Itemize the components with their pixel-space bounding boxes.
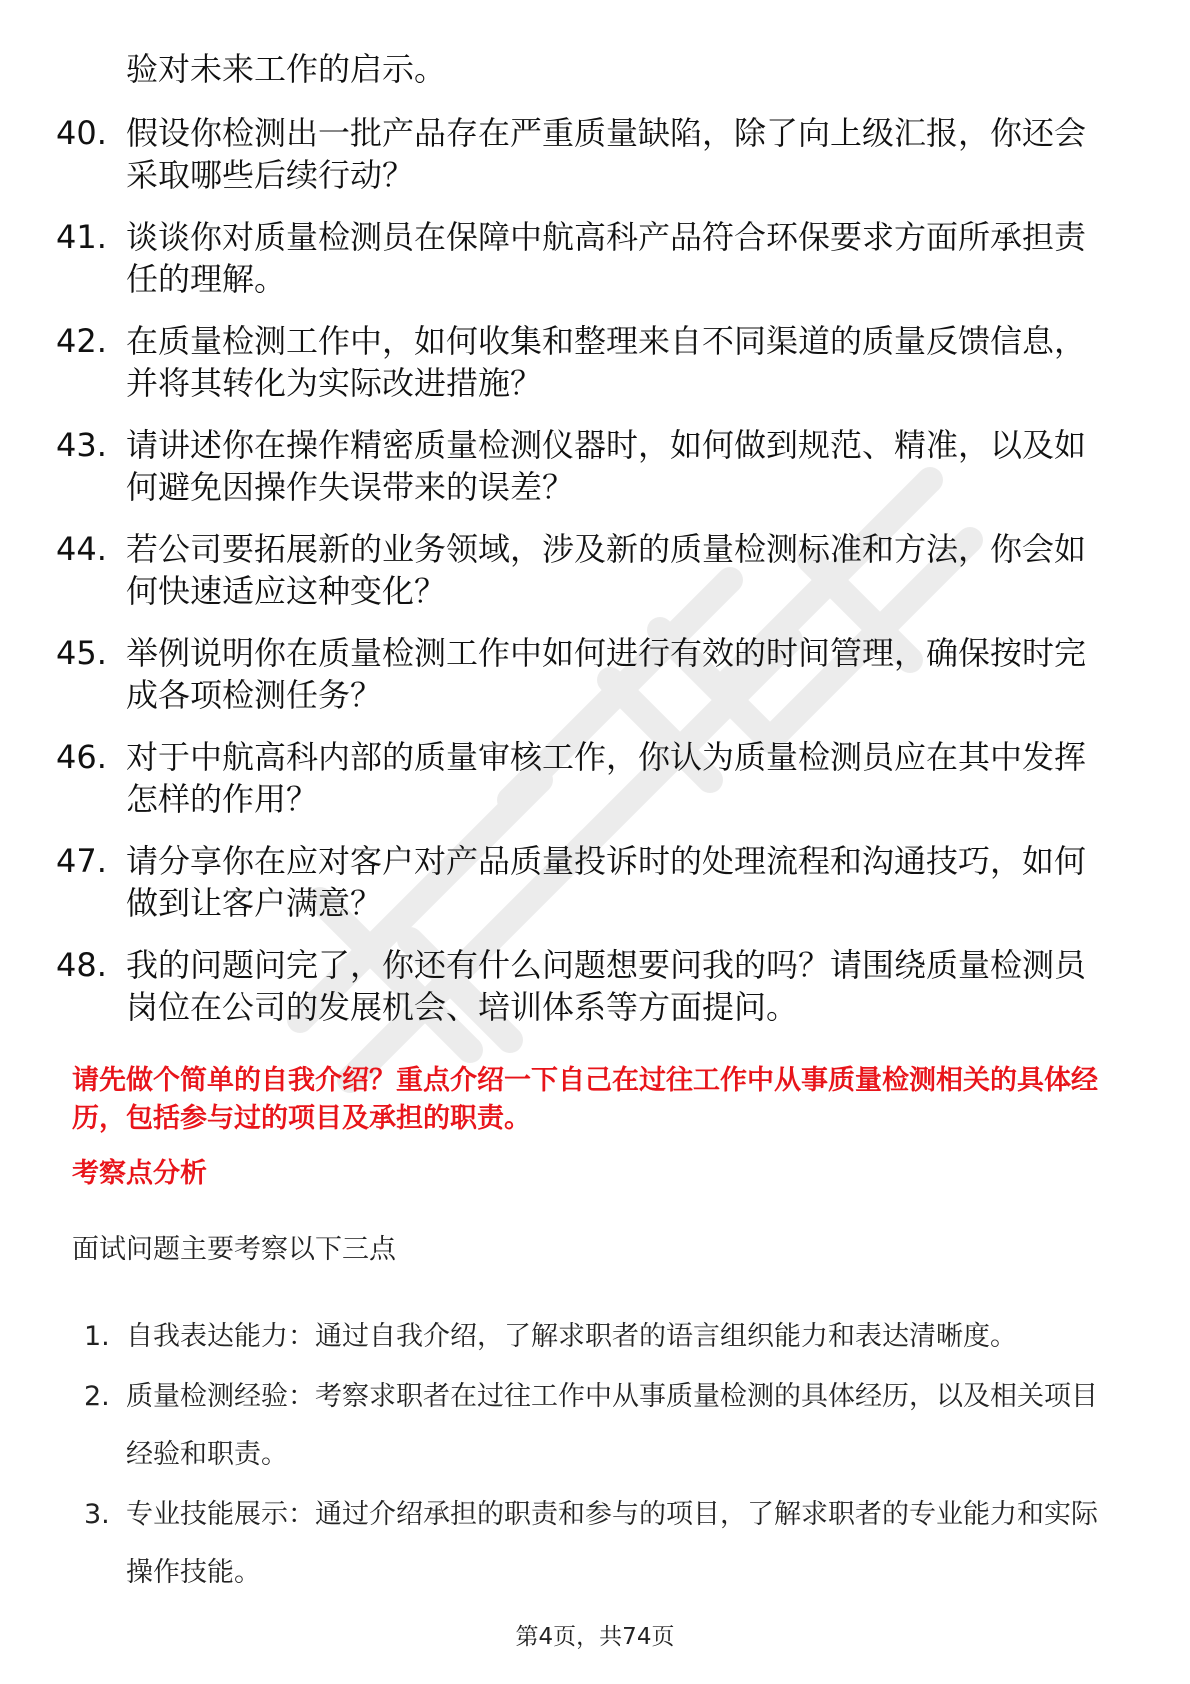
question-text: 假设你检测出一批产品存在严重质量缺陷，除了向上级汇报，你还会采取哪些后续行动？ — [126, 114, 1087, 194]
question-number: 46. — [56, 738, 107, 776]
question-number: 40. — [56, 114, 107, 152]
analysis-point-number: 2. — [84, 1381, 110, 1412]
analysis-point-text: 自我表达能力：通过自我介绍，了解求职者的语言组织能力和表达清晰度。 — [126, 1321, 1017, 1352]
question-number: 45. — [56, 634, 107, 672]
question-text: 请分享你在应对客户对产品质量投诉时的处理流程和沟通技巧，如何做到让客户满意？ — [126, 842, 1087, 922]
question-item — [56, 944, 1116, 1028]
question-number: 44. — [56, 530, 107, 568]
analysis-point — [84, 1368, 1124, 1484]
question-text: 对于中航高科内部的质量审核工作，你认为质量检测员应在其中发挥怎样的作用？ — [126, 738, 1087, 818]
question-text: 请讲述你在操作精密质量检测仪器时，如何做到规范、精准，以及如何避免因操作失误带来的误差？ — [126, 426, 1087, 506]
analysis-point-list — [84, 1308, 1124, 1604]
question-list — [56, 112, 1116, 1048]
analysis-point-number: 1. — [84, 1321, 110, 1352]
question-number: 47. — [56, 842, 107, 880]
question-item — [56, 216, 1116, 300]
question-item — [56, 840, 1116, 924]
question-item — [56, 320, 1116, 404]
analysis-point-number: 3. — [84, 1499, 110, 1530]
question-number: 48. — [56, 946, 107, 984]
analysis-intro: 面试问题主要考察以下三点 — [72, 1234, 396, 1265]
analysis-section-title: 考察点分析 — [72, 1158, 207, 1189]
page-footer: 第4页，共74页 — [515, 1624, 675, 1650]
question-text: 我的问题问完了，你还有什么问题想要问我的吗？请围绕质量检测员岗位在公司的发展机会、培训体系等方面提问。 — [126, 946, 1087, 1026]
analysis-point-text: 专业技能展示：通过介绍承担的职责和参与的项目，了解求职者的专业能力和实际操作技能。 — [126, 1499, 1098, 1588]
question-text: 若公司要拓展新的业务领域，涉及新的质量检测标准和方法，你会如何快速适应这种变化？ — [126, 530, 1087, 610]
question-item — [56, 112, 1116, 196]
question-item — [56, 736, 1116, 820]
question-number: 43. — [56, 426, 107, 464]
question-item — [56, 632, 1116, 716]
question-number: 42. — [56, 322, 107, 360]
analysis-point — [84, 1486, 1124, 1602]
question-text: 谈谈你对质量检测员在保障中航高科产品符合环保要求方面所承担责任的理解。 — [126, 218, 1087, 298]
analysis-point-text: 质量检测经验：考察求职者在过往工作中从事质量检测的具体经历，以及相关项目经验和职责。 — [126, 1381, 1098, 1470]
highlighted-question: 请先做个简单的自我介绍？重点介绍一下自己在过往工作中从事质量检测相关的具体经历，包括参与过的项目及承担的职责。 — [72, 1065, 1098, 1134]
analysis-point — [84, 1308, 1124, 1366]
question-number: 41. — [56, 218, 107, 256]
previous-question-continuation: 验对未来工作的启示。 — [126, 50, 447, 88]
question-text: 举例说明你在质量检测工作中如何进行有效的时间管理，确保按时完成各项检测任务？ — [126, 634, 1087, 714]
question-text: 在质量检测工作中，如何收集和整理来自不同渠道的质量反馈信息，并将其转化为实际改进措施？ — [126, 322, 1087, 402]
question-item — [56, 528, 1116, 612]
question-item — [56, 424, 1116, 508]
